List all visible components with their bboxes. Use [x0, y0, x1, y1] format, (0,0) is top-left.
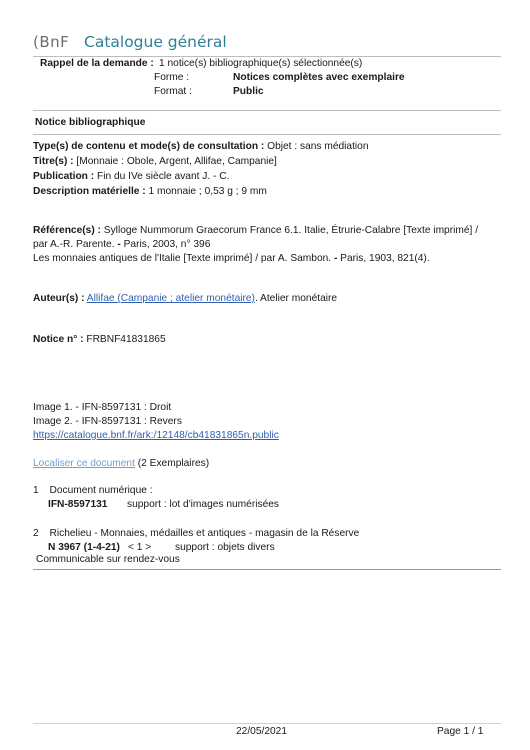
- section-title: Notice bibliographique: [35, 117, 146, 128]
- copy-1-cote: IFN-8597131: [48, 499, 108, 510]
- reference-text-2a: par A.-R. Parente.: [33, 239, 115, 250]
- request-label: Rappel de la demande :: [40, 58, 154, 69]
- publication-label: Publication :: [33, 171, 95, 182]
- author-field: [33, 293, 337, 304]
- description-value: 1 monnaie ; 0,53 g ; 9 mm: [148, 186, 267, 197]
- copy-2-support: support : objets divers: [175, 542, 275, 553]
- reference-line-1: [33, 225, 478, 236]
- author-link[interactable]: Allifae (Campanie ; atelier monétaire): [86, 293, 255, 304]
- title-field: [33, 156, 277, 167]
- reference-line-2: [33, 239, 210, 250]
- reference-dash-2: -: [114, 239, 124, 250]
- publication-value: Fin du IVe siècle avant J. - C.: [96, 171, 230, 182]
- copies-count: (2 Exemplaires): [137, 458, 210, 469]
- copy-1-number: 1: [33, 485, 39, 496]
- catalogue-title: Catalogue général: [84, 33, 227, 51]
- reference-text-1: Sylloge Nummorum Graecorum France 6.1. Italie, Étrurie-Calabre [Texte imprimé] /: [103, 225, 479, 236]
- copy-2-note: Communicable sur rendez-vous: [36, 554, 180, 565]
- copies-divider: [33, 569, 501, 570]
- notice-number-field: [33, 334, 166, 345]
- copy-2-cote: N 3967 (1-4-21): [48, 542, 120, 553]
- footer-page: Page 1 / 1: [437, 726, 484, 737]
- reference-text-2c: Paris, 2003, n° 396: [123, 239, 211, 250]
- copy-2-number: 2: [33, 528, 39, 539]
- copy-1-support: support : lot d'images numérisées: [127, 499, 280, 510]
- forme-value: Notices complètes avec exemplaire: [233, 72, 405, 83]
- notice-number-value: FRBNF41831865: [86, 334, 166, 345]
- forme-label: Forme :: [154, 72, 190, 83]
- image-1-line: Image 1. - IFN-8597131 : Droit: [33, 402, 172, 413]
- author-label: Auteur(s) :: [33, 293, 85, 304]
- copy-2-title: Richelieu - Monnaies, médailles et antiques - magasin de la Réserve: [49, 528, 360, 539]
- reference-label: Référence(s) :: [33, 225, 101, 236]
- title-value: [Monnaie : Obole, Argent, Allifae, Campanie]: [76, 156, 277, 167]
- footer-date: 22/05/2021: [236, 726, 287, 737]
- format-label: Format :: [154, 86, 192, 97]
- header-divider: [33, 56, 501, 57]
- request-value: 1 notice(s) bibliographique(s) sélectionnée(s): [159, 58, 363, 69]
- format-value: Public: [233, 86, 264, 97]
- description-field: [33, 186, 267, 197]
- notice-number-label: Notice n° :: [33, 334, 84, 345]
- section-divider-top: [33, 110, 501, 111]
- locate-document-link[interactable]: Localiser ce document: [33, 458, 135, 469]
- reference-text-3c: Paris, 1903, 821(4).: [340, 253, 430, 264]
- image-2-line: Image 2. - IFN-8597131 : Revers: [33, 416, 182, 427]
- reference-text-3a: Les monnaies antiques de l'Italie [Texte imprimé] / par A. Sambon.: [33, 253, 332, 264]
- copy-2-header: [33, 528, 359, 539]
- author-suffix: . Atelier monétaire: [254, 293, 338, 304]
- content-type-field: [33, 141, 369, 152]
- section-divider-bottom: [33, 134, 501, 135]
- copy-1-title: Document numérique :: [49, 485, 153, 496]
- description-label: Description matérielle :: [33, 186, 146, 197]
- reference-line-3: [33, 253, 430, 264]
- copy-1-header: [33, 485, 153, 496]
- publication-field: [33, 171, 229, 182]
- footer-divider: [33, 723, 501, 724]
- reference-dash-3: -: [331, 253, 341, 264]
- copy-2-nav: < 1 >: [128, 542, 152, 553]
- locate-line: [33, 458, 209, 469]
- ark-link[interactable]: https://catalogue.bnf.fr/ark:/12148/cb41831865n.public: [33, 430, 279, 441]
- content-type-value: Objet : sans médiation: [267, 141, 369, 152]
- bnf-logo: (BnF: [33, 33, 70, 51]
- content-type-label: Type(s) de contenu et mode(s) de consultation :: [33, 141, 265, 152]
- title-label: Titre(s) :: [33, 156, 74, 167]
